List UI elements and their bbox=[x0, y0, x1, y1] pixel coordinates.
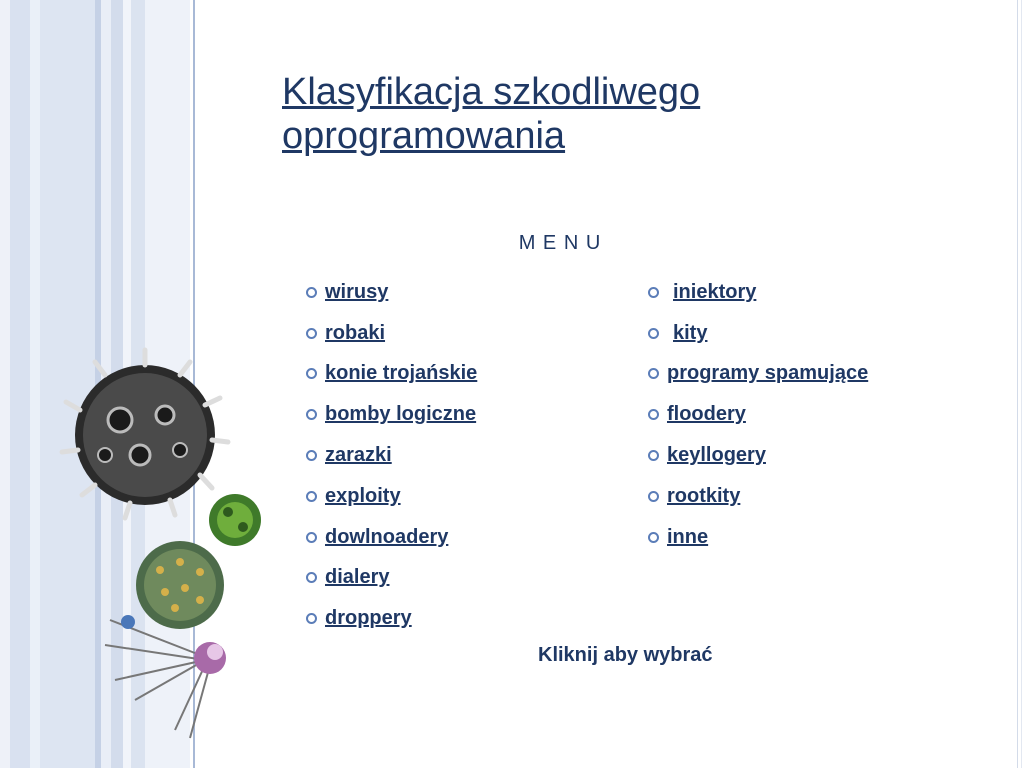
bullet-circle-icon bbox=[306, 409, 317, 420]
right-edge-line-2 bbox=[1021, 0, 1022, 768]
stripe-1 bbox=[0, 0, 10, 768]
menu-item[interactable] bbox=[306, 313, 477, 354]
menu-item[interactable] bbox=[648, 435, 868, 476]
teal-virus-icon bbox=[136, 541, 224, 629]
bullet-circle-icon bbox=[306, 328, 317, 339]
menu-link[interactable]: floodery bbox=[667, 403, 746, 426]
menu-link[interactable]: inne bbox=[667, 525, 709, 548]
menu-link[interactable]: robaki bbox=[325, 321, 386, 344]
bullet-circle-icon bbox=[648, 491, 659, 502]
menu-link[interactable]: programy spamujące bbox=[667, 362, 869, 385]
bullet-circle-icon bbox=[648, 450, 659, 461]
menu-item[interactable] bbox=[306, 598, 477, 639]
menu-link[interactable]: exploity bbox=[325, 484, 401, 507]
menu-item[interactable] bbox=[306, 272, 477, 313]
menu-heading: M E N U bbox=[518, 232, 602, 254]
menu-link[interactable]: konie trojańskie bbox=[325, 362, 478, 385]
menu-item[interactable] bbox=[306, 558, 477, 599]
menu-link[interactable]: iniektory bbox=[673, 280, 757, 303]
menu-link[interactable]: zarazki bbox=[325, 444, 392, 467]
bullet-circle-icon bbox=[306, 532, 317, 543]
menu-item[interactable] bbox=[648, 476, 868, 517]
menu-item[interactable] bbox=[306, 354, 477, 395]
menu-link[interactable]: kity bbox=[673, 321, 708, 344]
menu-item[interactable] bbox=[306, 476, 477, 517]
stripe-3 bbox=[30, 0, 40, 768]
menu-link[interactable]: bomby logiczne bbox=[325, 403, 477, 426]
menu-list-left bbox=[306, 272, 477, 639]
bullet-circle-icon bbox=[648, 532, 659, 543]
bullet-circle-icon bbox=[648, 368, 659, 379]
menu-link[interactable]: dialery bbox=[325, 566, 390, 589]
menu-item[interactable] bbox=[306, 435, 477, 476]
menu-list-right bbox=[648, 272, 868, 558]
menu-link[interactable]: rootkity bbox=[667, 484, 741, 507]
bullet-circle-icon bbox=[306, 491, 317, 502]
menu-item[interactable] bbox=[648, 394, 868, 435]
stripe-2 bbox=[10, 0, 30, 768]
bullet-circle-icon bbox=[306, 450, 317, 461]
page-title: Klasyfikacja szkodliwego oprogramowania bbox=[282, 71, 701, 157]
menu-item[interactable] bbox=[648, 313, 868, 354]
menu-item[interactable] bbox=[306, 517, 477, 558]
bullet-circle-icon bbox=[306, 368, 317, 379]
menu-item[interactable] bbox=[648, 272, 868, 313]
click-hint: Kliknij aby wybrać bbox=[538, 644, 713, 666]
bullet-circle-icon bbox=[306, 572, 317, 583]
phage-icon bbox=[105, 620, 226, 738]
grey-virus-icon bbox=[62, 350, 228, 518]
accent-dot bbox=[121, 615, 135, 629]
menu-item[interactable] bbox=[306, 394, 477, 435]
bullet-circle-icon bbox=[648, 287, 659, 298]
menu-link[interactable]: dowlnoadery bbox=[325, 525, 449, 548]
bullet-circle-icon bbox=[306, 287, 317, 298]
menu-link[interactable]: droppery bbox=[325, 607, 412, 630]
menu-item[interactable] bbox=[648, 517, 868, 558]
menu-item[interactable] bbox=[648, 354, 868, 395]
bullet-circle-icon bbox=[648, 409, 659, 420]
bullet-circle-icon bbox=[648, 328, 659, 339]
menu-link[interactable]: wirusy bbox=[325, 280, 389, 303]
bullet-circle-icon bbox=[306, 613, 317, 624]
menu-link[interactable]: keyllogery bbox=[667, 444, 766, 467]
virus-illustration bbox=[40, 340, 280, 740]
right-edge-line bbox=[1017, 0, 1018, 768]
green-virus-icon bbox=[209, 494, 261, 546]
